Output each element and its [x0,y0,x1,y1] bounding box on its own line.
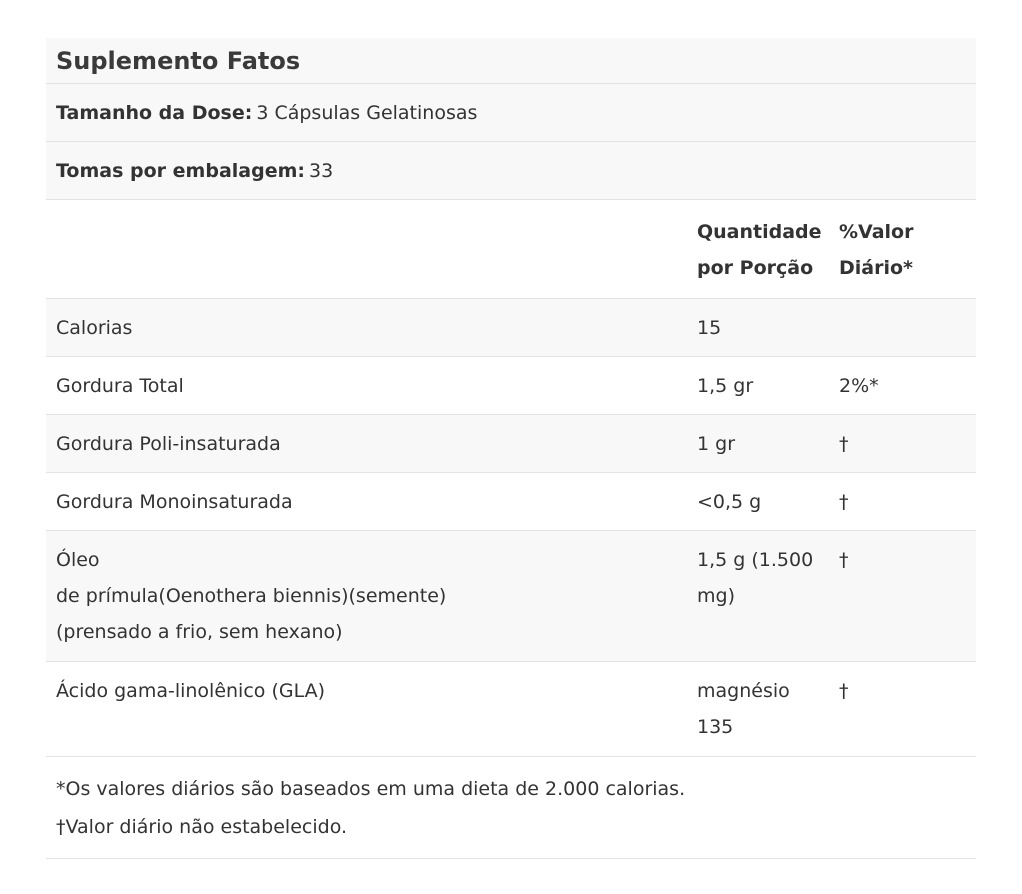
footnote-daily-values: *Os valores diários são baseados em uma dieta de 2.000 calorias. [56,778,686,800]
gla-dv: † [839,680,849,702]
servings-per-container-label: Tomas por embalagem: [56,159,305,182]
nutrient-amount: <0,5 g [697,490,762,513]
oil-name-line2: de prímula(Oenothera biennis)(semente) [56,585,447,607]
nutrient-amount: 1,5 gr [697,374,754,397]
table-row [46,357,976,415]
table-row [46,473,976,531]
table-row [46,531,976,662]
supplement-facts-table [46,38,976,859]
nutrient-name: Gordura Poli-insaturada [56,432,281,455]
header-amount-line2: por Porção [697,257,814,279]
oil-amount-cell [687,542,837,650]
header-amount-cell [687,214,837,286]
serving-size-row [46,84,976,142]
nutrient-name: Calorias [56,316,133,339]
gla-amount-cell [687,673,837,745]
oil-name-cell [46,542,687,650]
oil-amount-line1: 1,5 g (1.500 [697,549,814,571]
oil-name-line3: (prensado a frio, sem hexano) [56,621,343,643]
servings-per-container-row [46,142,976,200]
nutrient-name: Gordura Monoinsaturada [56,490,293,513]
nutrient-dv: † [839,490,849,513]
footnote-not-established: †Valor diário não estabelecido. [56,816,348,838]
table-row [46,415,976,473]
gla-name: Ácido gama-linolênico (GLA) [56,680,326,702]
oil-dv: † [839,549,849,571]
servings-per-container-value: 33 [309,159,334,182]
header-name-cell [46,214,687,286]
nutrient-dv: † [839,432,849,455]
header-amount-line1: Quantidade [697,221,822,243]
gla-amount-line1: magnésio [697,680,790,702]
nutrient-amount: 15 [697,316,722,339]
header-dv-line1: %Valor [839,221,914,243]
nutrient-dv: 2%* [839,374,879,397]
serving-size-label: Tamanho da Dose: [56,101,253,124]
footnotes [46,757,976,859]
table-row [46,299,976,357]
column-header-row [46,200,976,299]
oil-name-line1: Óleo [56,549,100,571]
serving-size-value: 3 Cápsulas Gelatinosas [256,101,478,124]
oil-amount-line2: mg) [697,585,735,607]
nutrient-name: Gordura Total [56,374,184,397]
table-title: Suplemento Fatos [56,46,301,75]
table-row [46,662,976,757]
nutrient-amount: 1 gr [697,432,735,455]
header-dv-line2: Diário* [839,257,913,279]
title-row [46,38,976,84]
header-dv-cell [837,214,976,286]
gla-amount-line2: 135 [697,716,734,738]
